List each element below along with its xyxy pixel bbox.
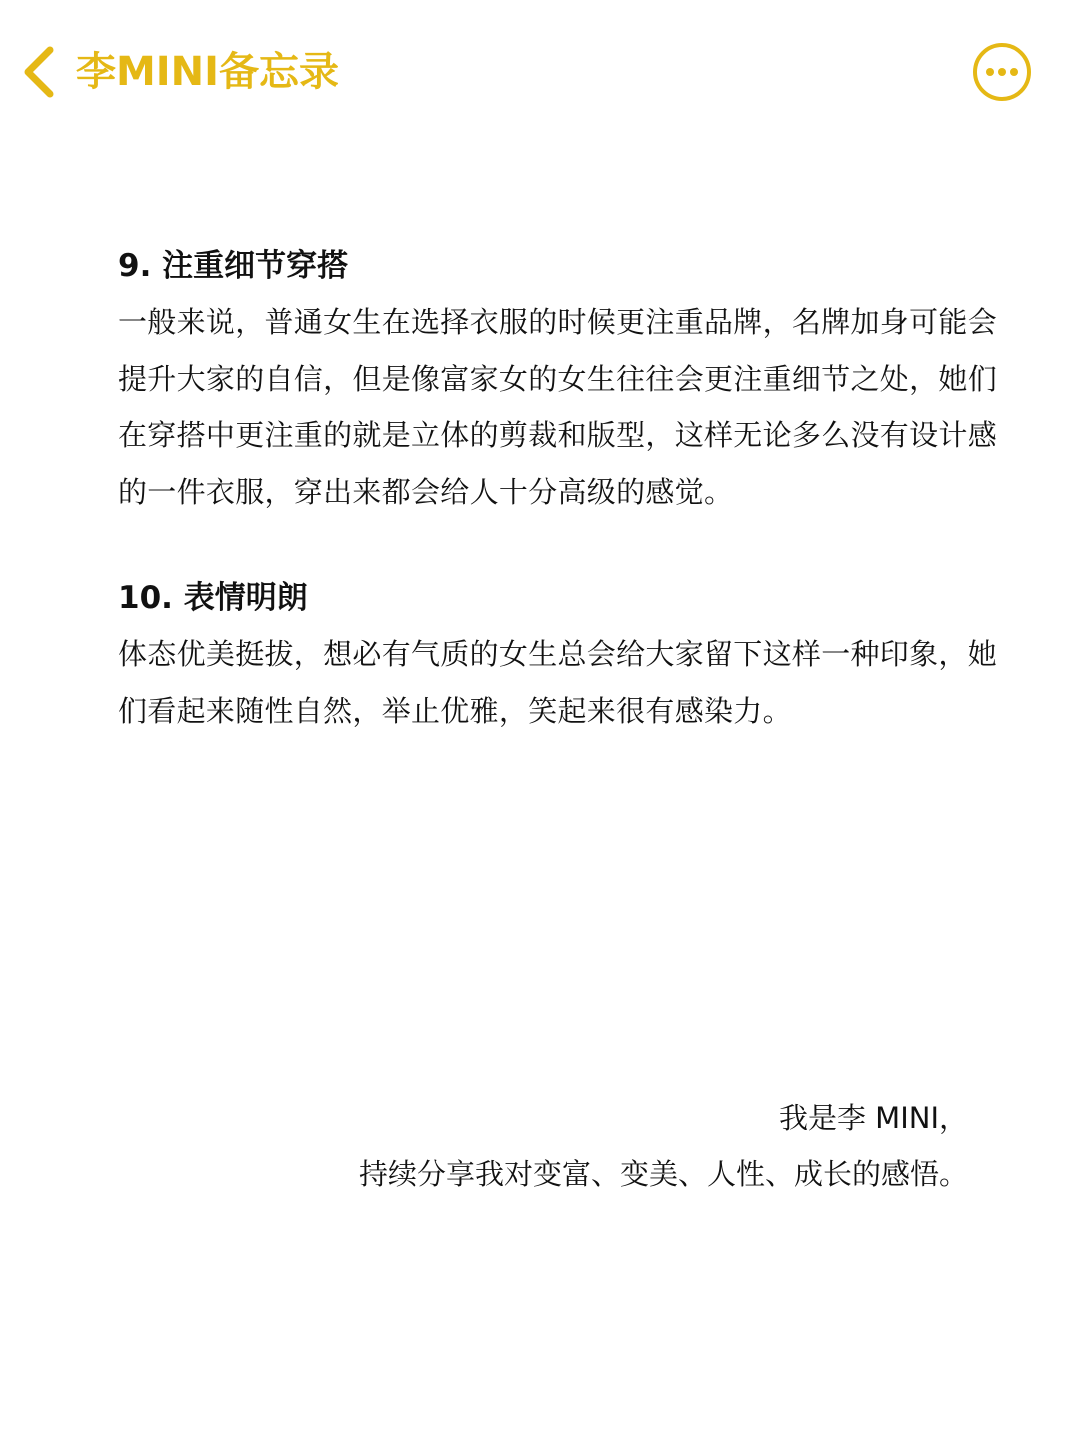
signature-line: 我是李 MINI，: [778, 1101, 968, 1135]
nav-title: 李MINI备忘录: [76, 49, 340, 95]
section-heading: 9. 注重细节穿搭: [118, 248, 349, 284]
chevron-left-icon: [18, 42, 62, 102]
section-body: 一般来说，普通女生在选择衣服的时候更注重品牌，名牌加身可能会提升大家的自信，但是像富家女的女生往往会更注重细节之处，她们在穿搭中更注重的就是立体的剪裁和版型，这样无论多么没有设计感的一件衣服，穿出来都会给人十分高级的感觉。: [118, 305, 998, 509]
nav-bar: [0, 0, 1080, 140]
note-content: [118, 238, 998, 739]
signature-line: 持续分享我对变富、变美、人性、成长的感悟。: [358, 1157, 968, 1191]
signature: [359, 1090, 968, 1202]
section-heading: 10. 表情明朗: [118, 580, 308, 616]
more-button[interactable]: [972, 42, 1032, 102]
note-section: [118, 238, 998, 520]
more-horizontal-icon: [972, 42, 1032, 102]
note-section: [118, 570, 998, 739]
section-body: 体态优美挺拔，想必有气质的女生总会给大家留下这样一种印象，她们看起来随性自然，举止优雅，笑起来很有感染力。: [118, 637, 998, 728]
back-button[interactable]: [18, 40, 339, 104]
